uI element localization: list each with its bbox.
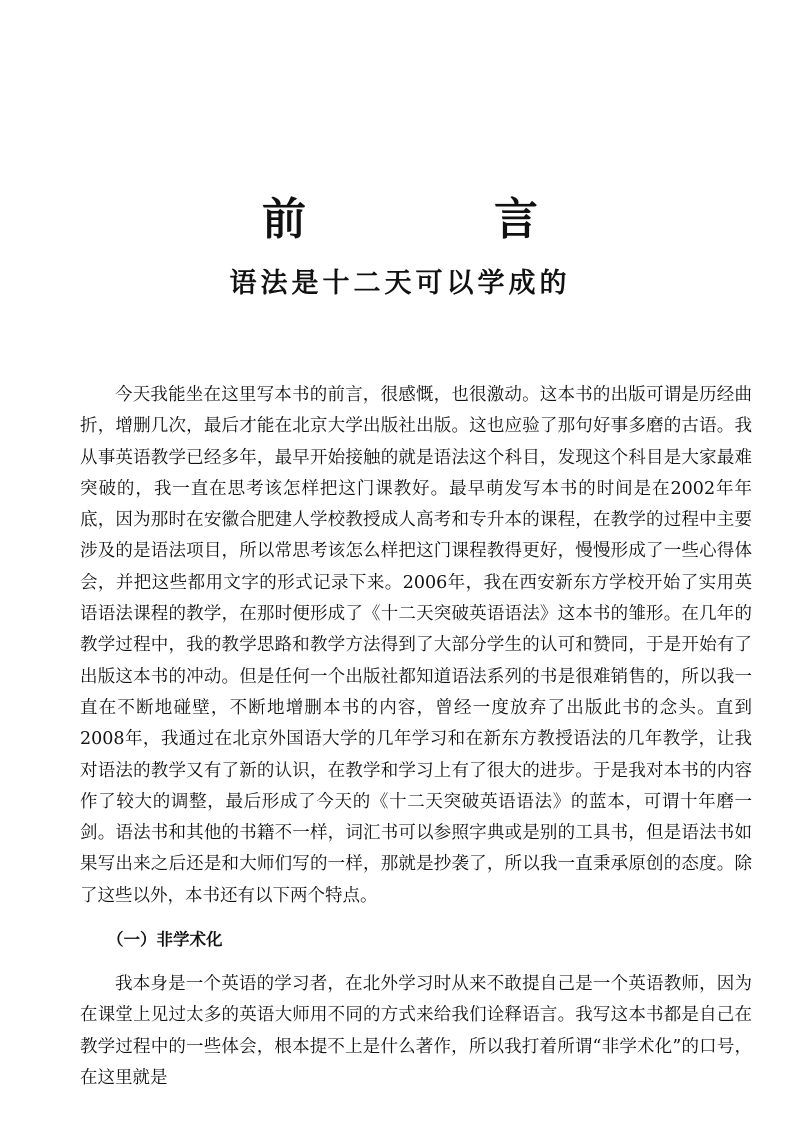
section-heading: （一）非学术化	[107, 930, 223, 950]
body-paragraph: 今天我能坐在这里写本书的前言，很感慨，也很激动。这本书的出版可谓是历经曲折，增删几次，最后才能在北京大学出版社出版。这也应验了那句好事多磨的古语。我从事英语教学已经多年，最早开始接触的就是语法这个科目，发现这个科目是大家最难突破的，我一直在思考该怎样把这门课教好。最早萌发写本书的时间是在2002年年底，因为那时在安徽合肥建人学校教授成人高考和专升本的课程，在教学的过程中主要涉及的是语法项目，所以常思考该怎么样把这门课程教得更好，慢慢形成了一些心得体会，并把这些都用文字的形式记录下来。2006年，我在西安新东方学校开始了实用英语语法课程的教学，在那时便形成了《十二天突破英语语法》这本书的雏形。在几年的教学过程中，我的教学思路和教学方法得到了大部分学生的认可和赞同，于是开始有了出版这本书的冲动。但是任何一个出版社都知道语法系列的书是很难销售的，所以我一直在不断地碰壁，不断地增删本书的内容，曾经一度放弃了出版此书的念头。直到2008年，我通过在北京外国语大学的几年学习和在新东方教授语法的几年教学，让我对语法的教学又有了新的认识，在教学和学习上有了很大的进步。于是我对本书的内容作了较大的调整，最后形成了今天的《十二天突破英语语法》的蓝本，可谓十年磨一剑。语法书和其他的书籍不一样，词汇书可以参照字典或是别的工具书，但是语法书如果写出来之后还是和大师们写的一样，那就是抄袭了，所以我一直秉承原创的态度。除了这些以外，本书还有以下两个特点。	[80, 385, 752, 906]
page-title: 前 言	[262, 194, 610, 245]
document-body	[80, 380, 752, 1094]
page-subtitle: 语法是十二天可以学成的	[229, 268, 571, 299]
section-paragraph: 我本身是一个英语的学习者，在北外学习时从来不敢提自己是一个英语教师，因为在课堂上见过太多的英语大师用不同的方式来给我们诠释语言。我写这本书都是自己在教学过程中的一些体会，根本提不上是什么著作，所以我打着所谓“非学术化”的口号，在这里就是	[80, 974, 752, 1088]
